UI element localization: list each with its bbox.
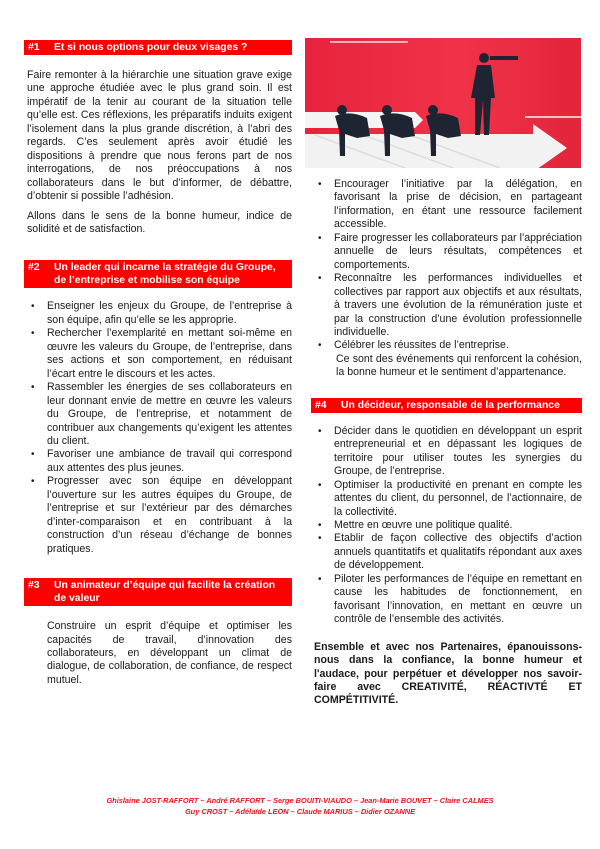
bullet-icon: • — [31, 476, 35, 488]
bullet-icon: • — [31, 382, 35, 394]
authors-line-2: Guy CROST – Adélaïde LEON – Claude MARIUS – Didier OZANNE — [184, 806, 416, 816]
section-4-header — [311, 398, 582, 413]
section-3-paragraph: Construire un esprit d’équipe et optimiser les capacités de travail, d’innovation des collaborateurs, en développant un climat de dialogue, de collaboration, de confiance, de respect mutuel. — [47, 620, 292, 686]
section-1-paragraph-1: Faire remonter à la hiérarchie une situation grave exige une approche étudiée avec le plus grand soin. Il est impératif de la tenir au courant de la situation telle qu’elle est. Ces réflexions, les préparatifs induits exigent l’isolement dans la plus grande discrétion, à l’abri des regards. C’es seulement après avoir étudié les dispositions à prendre que nous ferons part de nos interrogations, de nos préoccupations à nos collaborateurs dans le but d’informer, de débattre, d’obtenir si possible l’adhésion. — [27, 69, 292, 203]
section-1-title: Et si nous options pour deux visages ? — [54, 42, 248, 53]
bullet-icon: • — [31, 449, 35, 461]
list-item: • Mettre en œuvre une politique qualité. — [318, 518, 513, 531]
closing-statement: Ensemble et avec nos Partenaires, épanouissons-nous dans la confiance, la bonne humeur et l'audace, pour perpétuer et développer nos savoir-faire avec CREATIVITÉ, RÉACTIVTÉ ET COMPÉTITIVITÉ. — [314, 640, 582, 707]
list-item: • Célébrer les réussites de l’entreprise. — [318, 339, 509, 352]
section-3-header — [24, 578, 292, 606]
bullet-icon: • — [318, 232, 322, 244]
authors-line-1: Ghislaine JOST-RAFFORT – André RAFFORT – Serge BOUITI-VIAUDO – Jean-Marie BOUVET – Claire CALMES — [106, 796, 494, 805]
left-column — [27, 40, 292, 687]
section-2-bullet-list — [27, 300, 292, 556]
section-4-number: #4 — [315, 399, 327, 411]
bullet-icon: • — [318, 340, 322, 352]
section-2-title: Un leader qui incarne la stratégie du Groupe, de l’entreprise et mobilise son équipe — [54, 262, 276, 287]
list-item: • Piloter les performances de l’équipe en remettant en cause les habitudes de fonctionnement, en favorisant l’innovation, en mettant en œuvre un contrôle de l’ensemble des activités. — [318, 572, 582, 626]
section-2-header — [24, 260, 292, 288]
section-3-title: Un animateur d’équipe qui facilite la création de valeur — [54, 580, 276, 605]
section-1-paragraph-2: Allons dans le sens de la bonne humeur, indice de solidité et de satisfaction. — [27, 209, 292, 235]
bullet-icon: • — [318, 479, 322, 491]
list-item: • Enseigner les enjeux du Groupe, de l’entreprise à son équipe, afin qu’elle se les approprie. — [31, 300, 292, 326]
right-column — [314, 178, 582, 708]
authors-footer — [0, 796, 600, 817]
bullet-icon: • — [318, 179, 322, 190]
bullet-icon: • — [318, 425, 322, 437]
section-3-bullet-list — [314, 178, 582, 353]
list-item: • Rechercher l’exemplarité en mettant soi-même en œuvre les valeurs du Groupe, de l’entreprise, dans ses actions et son comportement, en réduisant l’écart entre le discours et les actes. — [31, 327, 292, 380]
bullet-icon: • — [318, 273, 322, 285]
list-item: • Faire progresser les collaborateurs par l’appréciation annuelle de leurs résultats, compétences et comportements. — [318, 231, 582, 271]
bullet-icon: • — [318, 573, 322, 585]
list-item: • Encourager l’initiative par la délégation, en favorisant la prise de décision, en partageant l’information, en étant une ressource facilement accessible. — [318, 178, 582, 231]
list-item: • Reconnaître les performances individuelles et collectives par rapport aux objectifs et aux résultats, à travers une évolution de la rémunération juste et par la construction d’une évolution professionnelle individuelle. — [318, 272, 582, 338]
list-item: • Rassembler les énergies de ses collaborateurs en leur donnant envie de mettre en œuvre les valeurs du Groupe, de l’entreprise, et notamment de contribuer aux changements qu’exigent les attentes du client. — [31, 381, 292, 447]
section-1-number: #1 — [28, 42, 40, 53]
bullet-icon: • — [318, 533, 322, 545]
section-4-title: Un décideur, responsable de la performance — [341, 399, 560, 411]
list-item: • Optimiser la productivité en prenant en compte les attentes du client, du personnel, de l’actionnaire, de la collectivité. — [318, 478, 582, 518]
rowing-team-image-icon — [305, 38, 581, 168]
section-2-number: #2 — [28, 262, 40, 274]
bullet-icon: • — [318, 519, 322, 531]
section-1-header — [24, 40, 292, 55]
list-item: • Progresser avec son équipe en développant l’ouverture sur les autres équipes du Groupe, de l’entreprise et sur l’extérieur par des démarches d’inter-comparaison et en contribuant à la construction d’un réseau d’échange de bonnes pratiques. — [31, 475, 292, 555]
section-3-number: #3 — [28, 580, 40, 592]
bullet-icon: • — [31, 301, 35, 313]
list-item: • Décider dans le quotidien en développant un esprit entrepreneurial et en dépassant les logiques de territoire pour utiliser toutes les synergies du Groupe, de l’entreprise. — [318, 424, 582, 478]
list-item: • Etablir de façon collective des objectifs d’action annuels quantitatifs et qualitatifs répondant aux axes de développement. — [318, 532, 582, 572]
rowing-team-illustration — [305, 38, 581, 168]
bullet-icon: • — [31, 328, 35, 340]
list-item: • Favoriser une ambiance de travail qui correspond aux attentes des plus jeunes. — [31, 448, 292, 474]
section-4-bullet-list — [314, 425, 582, 627]
section-3-after-text: Ce sont des événements qui renforcent la cohésion, la bonne humeur et le sentiment d’appartenance. — [336, 352, 582, 379]
